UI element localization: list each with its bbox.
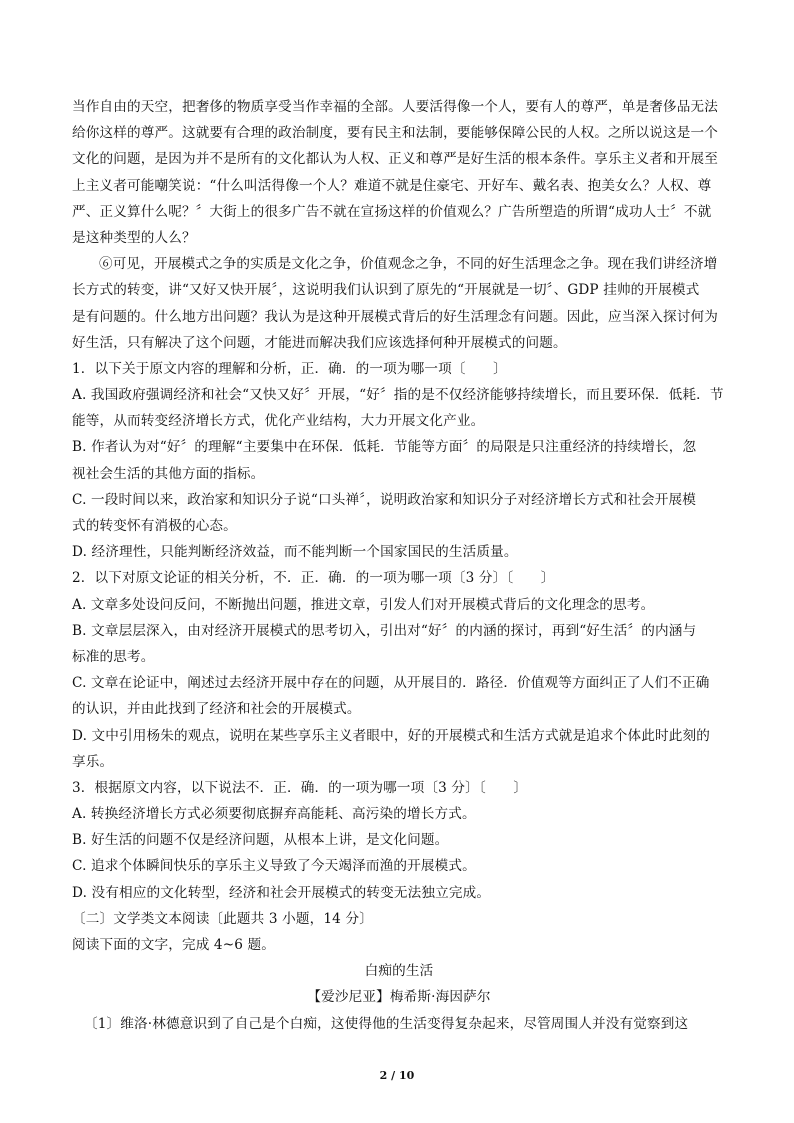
paragraph-6 xyxy=(72,251,726,356)
text-line: 长方式的转变，讲“又好又快开展〞，这说明我们认识到了原先的“开展就是一切〞、GDP 挂帅的开展模式 xyxy=(72,282,700,299)
question-2-option-d: D. 文中引用杨朱的观点，说明在某些享乐主义者眼中，好的开展模式和生活方式就是追求个体此时此刻的 xyxy=(72,727,710,744)
text-line: 上主义者可能嘲笑说：“什么叫活得像一个人？难道不就是住豪宅、开好车、戴名表、抱美女么？人权、尊 xyxy=(72,177,712,194)
document-page xyxy=(72,94,726,1037)
question-2-option-c: C. 文章在论证中，阐述过去经济开展中存在的问题，从开展目的．路径．价值观等方面纠正了人们不正确 xyxy=(72,675,710,692)
question-2-stem: 2．以下对原文论证的相关分析，不．正．确．的一项为哪一项〔3 分〕〔 〕 xyxy=(72,570,555,587)
text-line: 是有问题的。什么地方出问题？我认为是这种开展模式背后的好生活理念有问题。因此，应当深入探讨何为 xyxy=(72,308,718,325)
story-title: 白痴的生活 xyxy=(364,963,434,980)
text-line: 严、正义算什么呢？〞大街上的很多广告不就在宣扬这样的价值观么？广告所塑造的所谓“成功人士〞不就 xyxy=(72,203,712,220)
question-section xyxy=(72,356,726,958)
question-1-option-c-cont: 式的转变怀有消极的心态。 xyxy=(72,518,237,534)
paragraph-5-continuation xyxy=(72,94,726,251)
question-1-option-a: A. 我国政府强调经济和社会“又快又好〞开展，“好〞指的是不仅经济能够持续增长，而且要环保．低耗．节 xyxy=(72,387,724,404)
question-3-option-a: A. 转换经济增长方式必须要彻底摒弃高能耗、高污染的增长方式。 xyxy=(72,806,476,823)
question-1-option-b-cont: 视社会生活的其他方面的指标。 xyxy=(72,465,265,482)
question-2-option-c-cont: 的认识，并由此找到了经济和社会的开展模式。 xyxy=(72,701,361,718)
question-1-option-b: B. 作者认为对“好〞的理解“主要集中在环保．低耗．节能等方面〞的局限是只注重经济的持续增长，忽 xyxy=(72,439,697,456)
question-1-option-a-cont: 能等，从而转变经济增长方式，优化产业结构，大力开展文化产业。 xyxy=(72,413,485,430)
question-1-option-d: D. 经济理性，只能判断经济效益，而不能判断一个国家国民的生活质量。 xyxy=(72,544,518,561)
text-line: 文化的问题，是因为并不是所有的文化都认为人权、正义和尊严是好生活的根本条件。享乐主义者和开展至 xyxy=(72,151,718,168)
story-section xyxy=(72,958,726,1037)
question-2-option-b-cont: 标准的思考。 xyxy=(72,648,155,665)
page-number: 2 / 10 xyxy=(379,1069,415,1082)
text-line: 给你这样的尊严。这就要有合理的政治制度，要有民主和法制，要能够保障公民的人权。之所以说这是一个 xyxy=(72,125,718,142)
question-3-option-d: D. 没有相应的文化转型，经济和社会开展模式的转变无法独立完成。 xyxy=(72,884,491,901)
question-1-stem: 1．以下关于原文内容的理解和分析，正．确．的一项为哪一项〔 〕 xyxy=(72,360,507,377)
text-line: 当作自由的天空，把奢侈的物质享受当作幸福的全部。人要活得像一个人，要有人的尊严，单是奢侈品无法 xyxy=(72,99,718,115)
story-author: 【爱沙尼亚】梅希斯·海因萨尔 xyxy=(307,989,491,1006)
story-first-line: 〔1〕维洛·林德意识到了自己是个白痴，这使得他的生活变得复杂起来，尽管周围人并没有觉察到这 xyxy=(84,1015,689,1032)
question-2-option-b: B. 文章层层深入，由对经济开展模式的思考切入，引出对“好〞的内涵的探讨，再到“好生活〞的内涵与 xyxy=(72,622,697,639)
question-3-stem: 3．根据原文内容，以下说法不．正．确．的一项为哪一项〔3 分〕〔 〕 xyxy=(72,779,528,796)
question-2-option-d-cont: 享乐。 xyxy=(72,753,114,770)
question-3-option-b: B. 好生活的问题不仅是经济问题，从根本上讲，是文化问题。 xyxy=(72,832,449,849)
text-line: 是这种类型的人么？ xyxy=(72,229,196,246)
text-line: ⑥可见，开展模式之争的实质是文化之争，价值观念之争，不同的好生活理念之争。现在我们讲经济增 xyxy=(99,256,718,273)
question-3-option-c: C. 追求个体瞬间快乐的享乐主义导致了今天竭泽而渔的开展模式。 xyxy=(72,858,476,875)
question-1-option-c: C. 一段时间以来，政治家和知识分子说“口头禅〞，说明政治家和知识分子对经济增长方式和社会开展模 xyxy=(72,491,697,508)
reading-instruction: 阅读下面的文字，完成 4~6 题。 xyxy=(72,937,276,953)
section-heading: 〔二〕文学类文本阅读〔此题共 3 小题，14 分〕 xyxy=(72,910,373,927)
text-line: 好生活，只有解决了这个问题，才能进而解决我们应该选择何种开展模式的问题。 xyxy=(72,334,567,351)
question-2-option-a: A. 文章多处设问反问，不断抛出问题，推进文章，引发人们对开展模式背后的文化理念的思考。 xyxy=(72,596,655,613)
